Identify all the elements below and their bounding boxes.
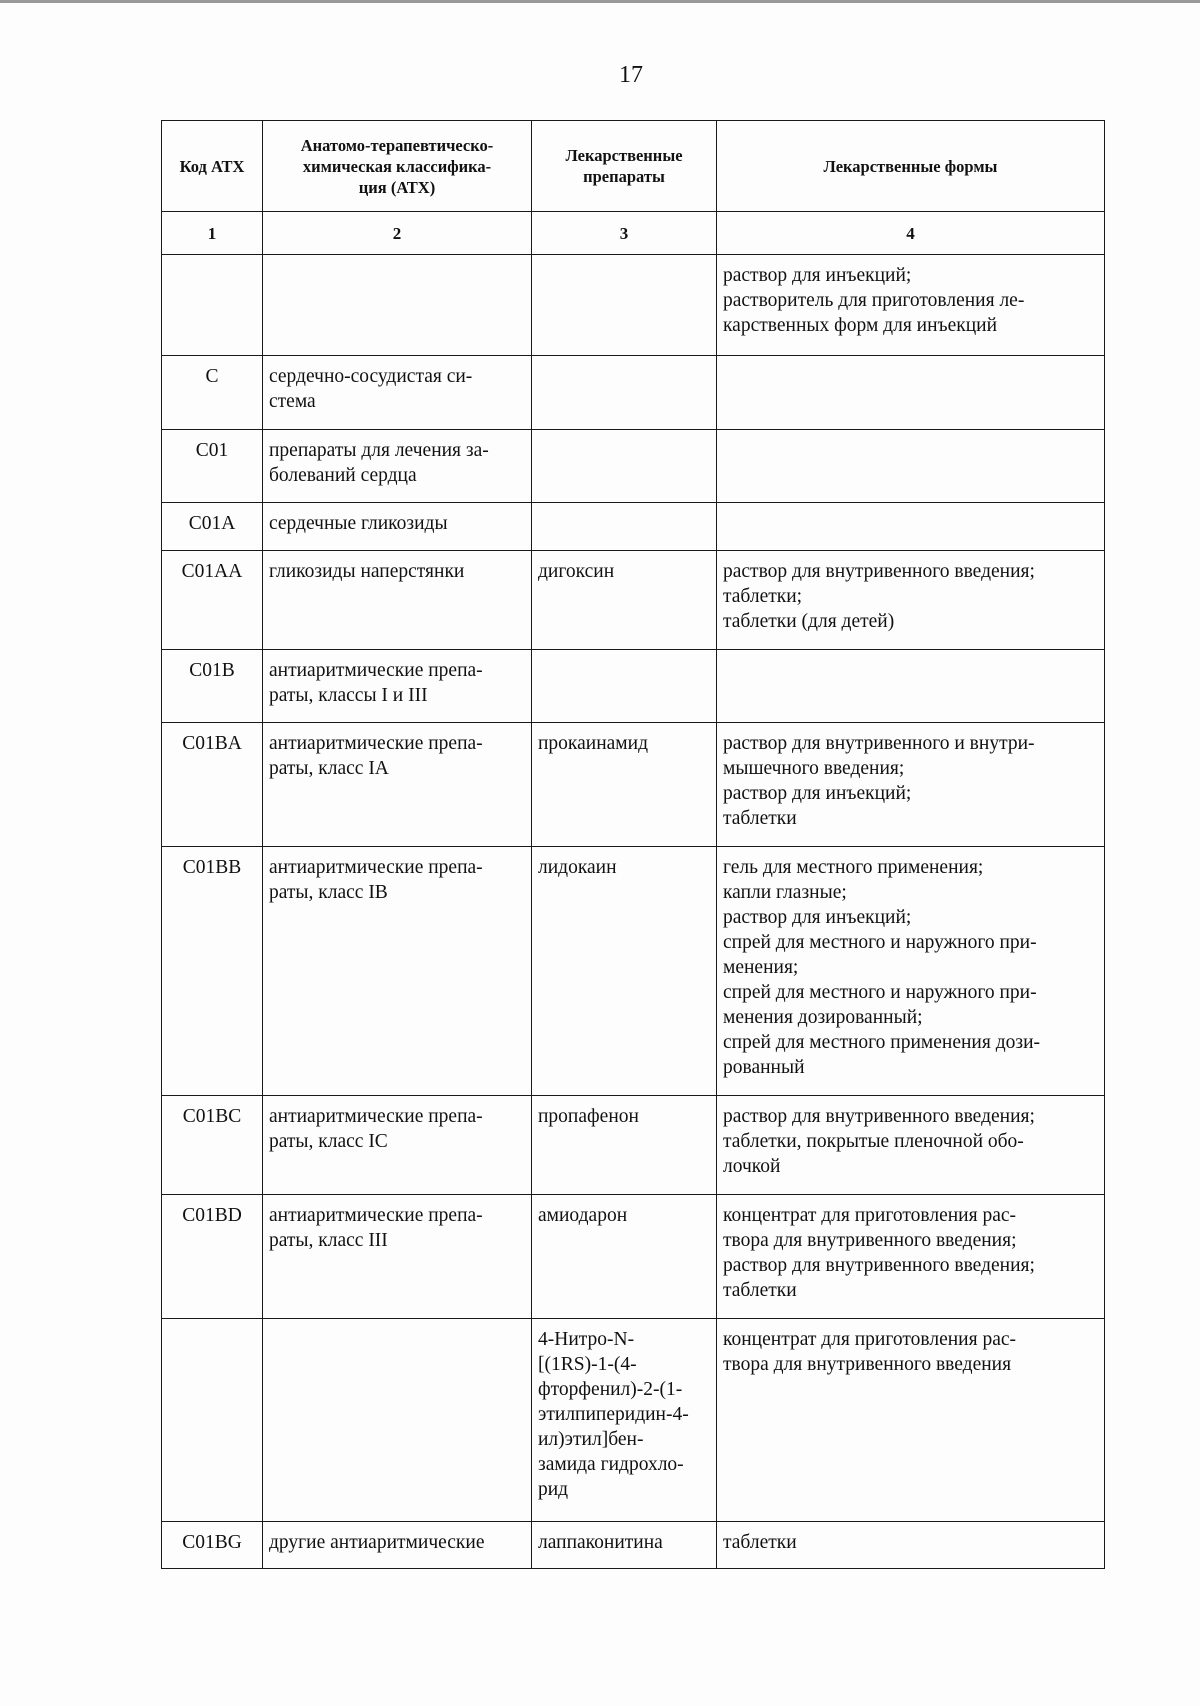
column-number-3: 3 <box>532 212 717 255</box>
classification-cell: сердечно-сосудистая си- стема <box>263 356 532 430</box>
table-row <box>162 551 1105 650</box>
page-number: 17 <box>619 62 643 88</box>
drug-cell: амиодарон <box>532 1195 717 1319</box>
atx-code-cell: C01A <box>162 503 263 551</box>
classification-cell: препараты для лечения за- болеваний сердца <box>263 430 532 503</box>
table-row <box>162 1195 1105 1319</box>
table-row <box>162 1319 1105 1522</box>
dosage-forms-cell <box>717 650 1105 723</box>
dosage-forms-cell: гель для местного применения; капли глазные; раствор для инъекций; спрей для местного и наружного при- менения; спрей для местного и наружного при- менения дозированный; спрей для местного применения дози- рованный <box>717 847 1105 1096</box>
classification-cell: антиаритмические препа- раты, класс IA <box>263 723 532 847</box>
classification-cell <box>263 1319 532 1522</box>
drug-cell: 4-Нитро-N- [(1RS)-1-(4- фторфенил)-2-(1- этилпиперидин-4- ил)этил]бен- замида гидрохло- рид <box>532 1319 717 1522</box>
atx-code-cell: C01BB <box>162 847 263 1096</box>
drug-cell: дигоксин <box>532 551 717 650</box>
classification-cell: антиаритмические препа- раты, класс IB <box>263 847 532 1096</box>
column-number-row <box>162 212 1105 255</box>
column-number-4: 4 <box>717 212 1105 255</box>
table-row <box>162 255 1105 356</box>
atx-code-cell: C01AA <box>162 551 263 650</box>
dosage-forms-cell: таблетки <box>717 1522 1105 1569</box>
dosage-forms-cell: раствор для внутривенного введения; таблетки, покрытые пленочной обо- лочкой <box>717 1096 1105 1195</box>
table-row <box>162 723 1105 847</box>
drug-cell: прокаинамид <box>532 723 717 847</box>
dosage-forms-cell: раствор для внутривенного введения; таблетки; таблетки (для детей) <box>717 551 1105 650</box>
drug-cell <box>532 255 717 356</box>
scan-top-edge <box>0 0 1200 3</box>
atx-code-cell: C01 <box>162 430 263 503</box>
atx-code-cell: C01B <box>162 650 263 723</box>
drug-cell <box>532 503 717 551</box>
atx-code-cell: C01BG <box>162 1522 263 1569</box>
header-atx-code: Код АТХ <box>162 121 263 212</box>
table-header-row <box>162 121 1105 212</box>
table-row <box>162 1096 1105 1195</box>
table-row <box>162 650 1105 723</box>
dosage-forms-cell <box>717 356 1105 430</box>
table-row <box>162 430 1105 503</box>
classification-cell: сердечные гликозиды <box>263 503 532 551</box>
table-row <box>162 503 1105 551</box>
column-number-2: 2 <box>263 212 532 255</box>
header-atx-classification: Анатомо-терапевтическо- химическая классифика- ция (АТХ) <box>263 121 532 212</box>
classification-cell <box>263 255 532 356</box>
classification-cell: другие антиаритмические <box>263 1522 532 1569</box>
header-drugs: Лекарственные препараты <box>532 121 717 212</box>
classification-cell: антиаритмические препа- раты, класс IC <box>263 1096 532 1195</box>
dosage-forms-cell: раствор для инъекций; растворитель для приготовления ле- карственных форм для инъекций <box>717 255 1105 356</box>
atx-code-cell: C <box>162 356 263 430</box>
dosage-forms-cell <box>717 430 1105 503</box>
dosage-forms-cell: концентрат для приготовления рас- твора для внутривенного введения; раствор для внутривенного введения; таблетки <box>717 1195 1105 1319</box>
table-row <box>162 847 1105 1096</box>
drug-cell: лидокаин <box>532 847 717 1096</box>
classification-cell: антиаритмические препа- раты, класс III <box>263 1195 532 1319</box>
table-row <box>162 356 1105 430</box>
atx-code-cell <box>162 255 263 356</box>
dosage-forms-cell <box>717 503 1105 551</box>
atx-code-cell: C01BC <box>162 1096 263 1195</box>
dosage-forms-cell: раствор для внутривенного и внутри- мышечного введения; раствор для инъекций; таблетки <box>717 723 1105 847</box>
drug-cell: лаппаконитина <box>532 1522 717 1569</box>
atx-code-cell: C01BA <box>162 723 263 847</box>
drug-cell <box>532 430 717 503</box>
header-dosage-forms: Лекарственные формы <box>717 121 1105 212</box>
classification-cell: антиаритмические препа- раты, классы I и III <box>263 650 532 723</box>
drug-cell <box>532 356 717 430</box>
dosage-forms-cell: концентрат для приготовления рас- твора для внутривенного введения <box>717 1319 1105 1522</box>
classification-cell: гликозиды наперстянки <box>263 551 532 650</box>
atx-code-cell <box>162 1319 263 1522</box>
table-row <box>162 1522 1105 1569</box>
drug-cell <box>532 650 717 723</box>
atx-classification-table <box>161 120 1105 1569</box>
drug-cell: пропафенон <box>532 1096 717 1195</box>
column-number-1: 1 <box>162 212 263 255</box>
atx-code-cell: C01BD <box>162 1195 263 1319</box>
